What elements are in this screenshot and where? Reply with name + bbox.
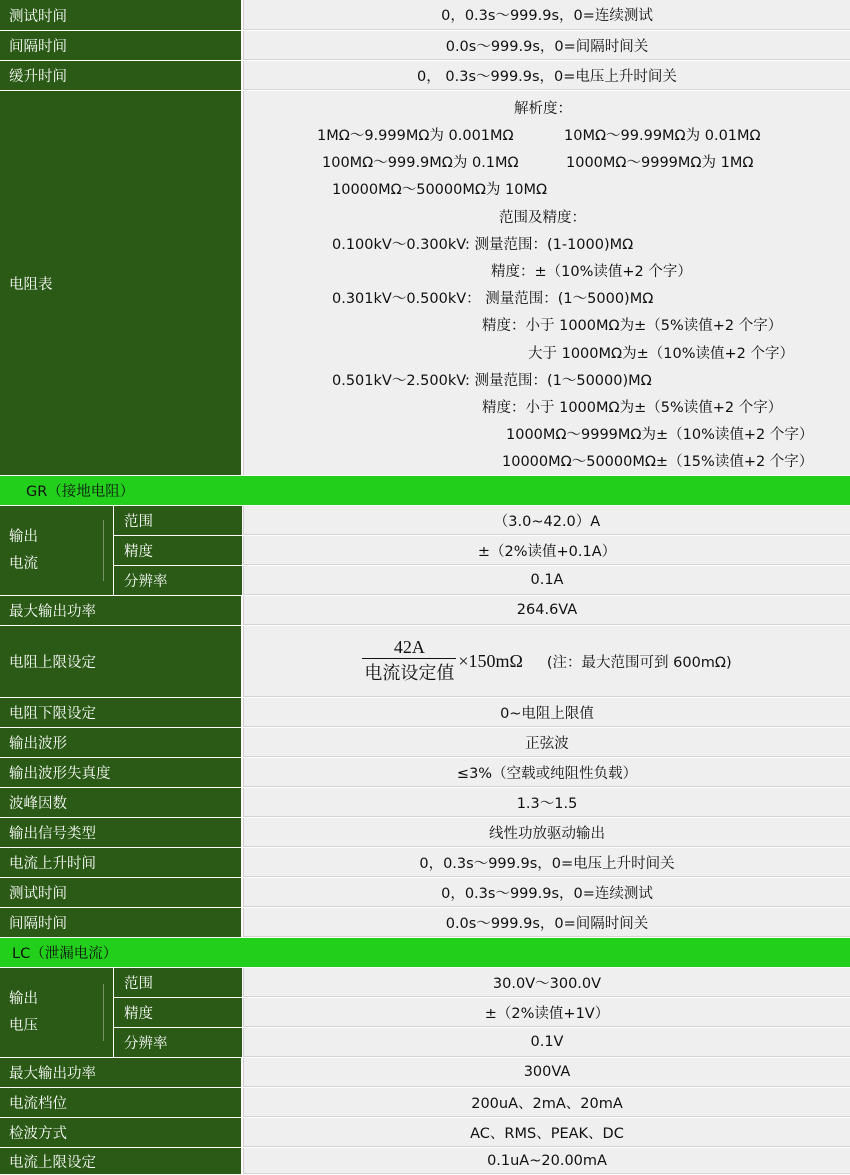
group-label-line: 电压 xyxy=(9,1017,38,1034)
spec-value: 线性功放驱动输出 xyxy=(243,818,850,847)
spec-row xyxy=(0,31,850,61)
spec-value: 300VA xyxy=(243,1058,850,1087)
group-label-line: 输出 xyxy=(9,528,38,545)
spec-label: 最大输出功率 xyxy=(0,1058,242,1087)
spec-row xyxy=(0,848,850,878)
spec-label: 电流上限设定 xyxy=(0,1148,242,1174)
formula-denominator: 电流设定值 xyxy=(364,663,455,683)
spec-value: ±（2%读值+1V） xyxy=(243,998,850,1027)
sub-label: 精度 xyxy=(113,998,242,1028)
res-line: 精度：小于 1000MΩ为±（5%读值+2 个字） xyxy=(482,318,783,334)
spec-label: 电阻上限设定 xyxy=(0,626,242,697)
spec-value: 0，0.3s～999.9s，0=电压上升时间关 xyxy=(243,848,850,877)
spec-row xyxy=(0,728,850,758)
formula-cell xyxy=(243,626,850,697)
spec-label: 测试时间 xyxy=(0,0,242,30)
spec-value: 0.0s～999.9s，0=间隔时间关 xyxy=(243,31,850,60)
spec-row xyxy=(0,1088,850,1118)
group-label xyxy=(0,968,112,1057)
spec-value: ±（2%读值+0.1A） xyxy=(243,536,850,565)
section-header-gr xyxy=(0,476,850,506)
spec-label: 测试时间 xyxy=(0,878,242,907)
spec-row xyxy=(0,698,850,728)
spec-value: ≤3%（空载或纯阻性负载） xyxy=(243,758,850,787)
spec-row xyxy=(0,626,850,698)
spec-row xyxy=(0,758,850,788)
res-line: 1000MΩ～9999MΩ为 1MΩ xyxy=(566,155,754,171)
spec-value: 0.1A xyxy=(243,566,850,595)
spec-value: 264.6VA xyxy=(243,596,850,625)
spec-row xyxy=(0,878,850,908)
spec-value: 0.1V xyxy=(243,1028,850,1057)
spec-row xyxy=(0,818,850,848)
spec-value: 0~电阻上限值 xyxy=(243,698,850,727)
group-label-line: 输出 xyxy=(9,990,38,1007)
res-line: 0.301kV～0.500kV： 测量范围：(1～5000)MΩ xyxy=(332,291,654,307)
formula-numerator: 42A xyxy=(393,637,425,657)
res-line: 10MΩ～99.99MΩ为 0.01MΩ xyxy=(564,128,761,144)
res-line: 10000MΩ～50000MΩ±（15%读值+2 个字） xyxy=(502,454,814,470)
spec-row xyxy=(243,968,850,998)
spec-value: 200uA、2mA、20mA xyxy=(243,1088,850,1117)
section-header-lc xyxy=(0,938,850,968)
sub-label: 分辨率 xyxy=(113,1028,242,1058)
spec-label: 电流上升时间 xyxy=(0,848,242,877)
res-line: 0.100kV～0.300kV: 测量范围：(1-1000)MΩ xyxy=(332,237,634,253)
group-label-line: 电流 xyxy=(9,555,38,572)
spec-row xyxy=(243,536,850,566)
spec-row xyxy=(0,61,850,91)
spec-value: 正弦波 xyxy=(243,728,850,757)
spec-label: 检波方式 xyxy=(0,1118,242,1147)
spec-row xyxy=(243,1028,850,1058)
spec-row xyxy=(243,506,850,536)
spec-label: 输出波形 xyxy=(0,728,242,757)
formula-note: (注：最大范围可到 600mΩ) xyxy=(546,654,732,671)
spec-label: 电阻下限设定 xyxy=(0,698,242,727)
spec-row xyxy=(0,1058,850,1088)
spec-row xyxy=(0,788,850,818)
res-line: 大于 1000MΩ为±（10%读值+2 个字） xyxy=(528,346,794,362)
res-line: 范围及精度： xyxy=(499,210,586,226)
spec-label: 最大输出功率 xyxy=(0,596,242,625)
spec-label: 波峰因数 xyxy=(0,788,242,817)
divider xyxy=(103,520,104,581)
spec-row xyxy=(0,908,850,938)
spec-value: （3.0~42.0）A xyxy=(243,506,850,535)
spec-label: 缓升时间 xyxy=(0,61,242,90)
res-line: 100MΩ～999.9MΩ为 0.1MΩ xyxy=(322,155,519,171)
res-line: 解析度： xyxy=(514,101,572,117)
res-line: 精度：小于 1000MΩ为±（5%读值+2 个字） xyxy=(482,400,783,416)
section-title: LC（泄漏电流） xyxy=(12,946,118,962)
spec-label: 输出波形失真度 xyxy=(0,758,242,787)
sub-label: 分辨率 xyxy=(113,566,242,596)
resistance-meter-label: 电阻表 xyxy=(0,91,242,475)
res-line: 0.501kV～2.500kV: 测量范围：(1～50000)MΩ xyxy=(332,373,652,389)
resistance-meter-row xyxy=(0,91,850,476)
spec-value: AC、RMS、PEAK、DC xyxy=(243,1118,850,1147)
res-line: 1000MΩ～9999MΩ为±（10%读值+2 个字） xyxy=(506,427,814,443)
spec-value: 1.3～1.5 xyxy=(243,788,850,817)
gr-output-group xyxy=(0,506,242,596)
formula-fraction xyxy=(362,637,456,685)
spec-label: 间隔时间 xyxy=(0,908,242,937)
spec-value: 0.1uA~20.00mA xyxy=(243,1148,850,1174)
spec-value: 30.0V～300.0V xyxy=(243,968,850,997)
res-line: 精度：±（10%读值+2 个字） xyxy=(491,264,692,280)
sub-label: 范围 xyxy=(113,968,242,998)
spec-row xyxy=(243,566,850,596)
spec-row xyxy=(0,0,850,31)
spec-label: 电流档位 xyxy=(0,1088,242,1117)
lc-output-group xyxy=(0,968,242,1058)
spec-row xyxy=(0,596,850,626)
res-line: 10000MΩ～50000MΩ为 10MΩ xyxy=(332,182,548,198)
formula-multiplier: ×150mΩ xyxy=(458,650,523,671)
sub-label: 范围 xyxy=(113,506,242,536)
spec-row xyxy=(0,1118,850,1148)
spec-value: 0.0s～999.9s，0=间隔时间关 xyxy=(243,908,850,937)
spec-label: 输出信号类型 xyxy=(0,818,242,847)
section-title: GR（接地电阻） xyxy=(26,484,135,500)
spec-row xyxy=(0,1148,850,1175)
spec-value: 0，0.3s～999.9s，0=连续测试 xyxy=(243,878,850,907)
spec-value: 0，0.3s～999.9s，0=连续测试 xyxy=(243,0,850,30)
resistance-meter-details xyxy=(243,91,850,475)
divider xyxy=(103,984,104,1041)
res-line: 1MΩ～9.999MΩ为 0.001MΩ xyxy=(317,128,514,144)
spec-value: 0， 0.3s～999.9s，0=电压上升时间关 xyxy=(243,61,850,90)
group-label xyxy=(0,506,112,595)
sub-label: 精度 xyxy=(113,536,242,566)
spec-label: 间隔时间 xyxy=(0,31,242,60)
spec-row xyxy=(243,998,850,1028)
